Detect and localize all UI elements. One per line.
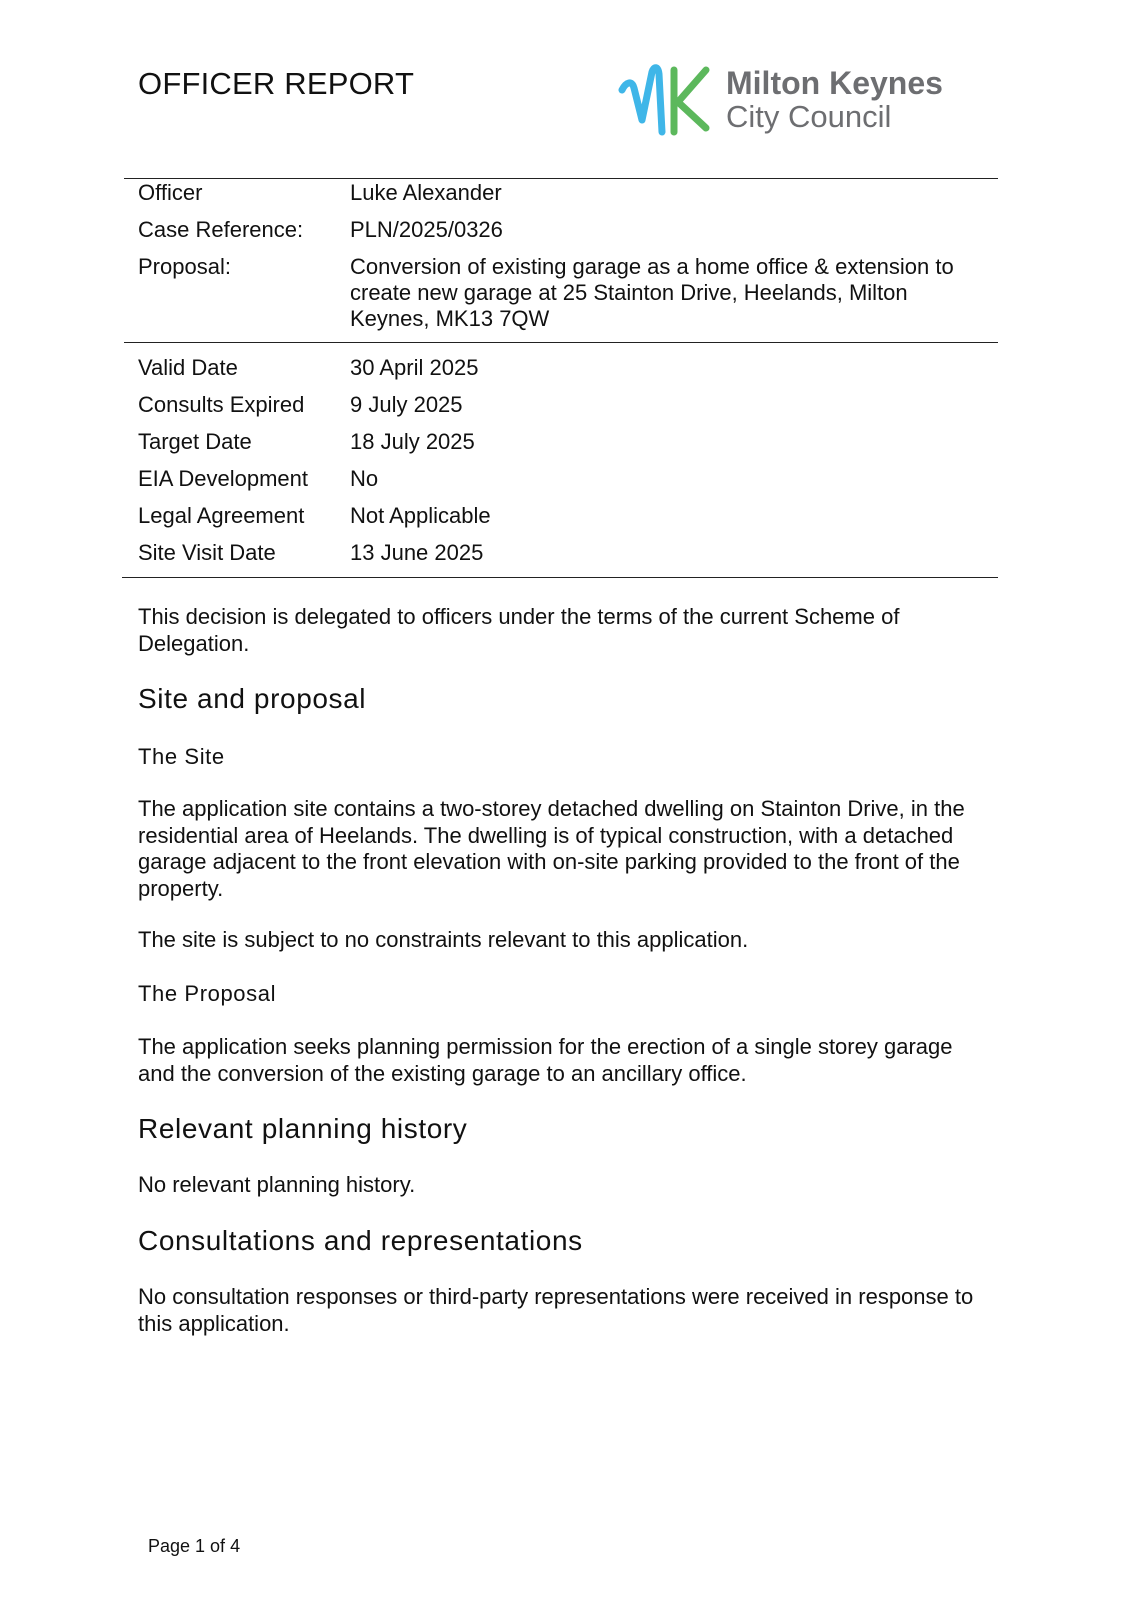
- site-description: The application site contains a two-storey detached dwelling on Stainton Drive, in the residential area of Heelands. The dwelling is of typical construction, with a detached garage adjacent to the front elevation with on-site parking provided to the front of the property.: [138, 796, 965, 901]
- proposal-value: Conversion of existing garage as a home office & extension to create new garage at 25 Stainton Drive, Heelands, Milton Keynes, MK13 7QW: [350, 254, 954, 331]
- logo-text: [726, 66, 943, 134]
- site-and-proposal-heading: Site and proposal: [138, 683, 367, 714]
- delegation-statement: This decision is delegated to officers under the terms of the current Scheme of Delegation.: [138, 604, 900, 656]
- council-logo: [618, 62, 998, 146]
- consults-expired-label: Consults Expired: [138, 392, 305, 417]
- page-title: OFFICER REPORT: [138, 66, 415, 101]
- proposal-description: The application seeks planning permission for the erection of a single storey garage and the conversion of the existing garage to an ancillary office.: [138, 1034, 953, 1086]
- consultations-heading: Consultations and representations: [138, 1225, 583, 1256]
- divider-top: [124, 178, 998, 179]
- case-reference-label: Case Reference:: [138, 217, 304, 242]
- valid-date-value: 30 April 2025: [350, 355, 479, 380]
- site-visit-date-value: 13 June 2025: [350, 540, 484, 565]
- officer-label: Officer: [138, 180, 203, 205]
- site-constraints: The site is subject to no constraints relevant to this application.: [138, 927, 749, 952]
- planning-history-text: No relevant planning history.: [138, 1172, 416, 1197]
- legal-agreement-label: Legal Agreement: [138, 503, 305, 528]
- target-date-label: Target Date: [138, 429, 252, 454]
- divider-bottom: [122, 577, 998, 578]
- site-visit-date-label: Site Visit Date: [138, 540, 276, 565]
- divider-middle: [124, 342, 998, 343]
- target-date-value: 18 July 2025: [350, 429, 475, 454]
- valid-date-label: Valid Date: [138, 355, 238, 380]
- the-site-heading: The Site: [138, 744, 225, 769]
- planning-history-heading: Relevant planning history: [138, 1113, 468, 1144]
- case-reference-value: PLN/2025/0326: [350, 217, 503, 242]
- logo-line-1: Milton Keynes: [726, 65, 943, 101]
- the-proposal-heading: The Proposal: [138, 981, 277, 1006]
- eia-development-label: EIA Development: [138, 466, 308, 491]
- legal-agreement-value: Not Applicable: [350, 503, 491, 528]
- page-number: Page 1 of 4: [148, 1536, 241, 1556]
- officer-value: Luke Alexander: [350, 180, 502, 205]
- proposal-label: Proposal:: [138, 254, 231, 279]
- consultations-text: No consultation responses or third-party representations were received in response to this application.: [138, 1284, 974, 1336]
- consults-expired-value: 9 July 2025: [350, 392, 463, 417]
- logo-line-2: City Council: [726, 99, 892, 134]
- mk-logo-icon: [618, 62, 718, 146]
- eia-development-value: No: [350, 466, 379, 491]
